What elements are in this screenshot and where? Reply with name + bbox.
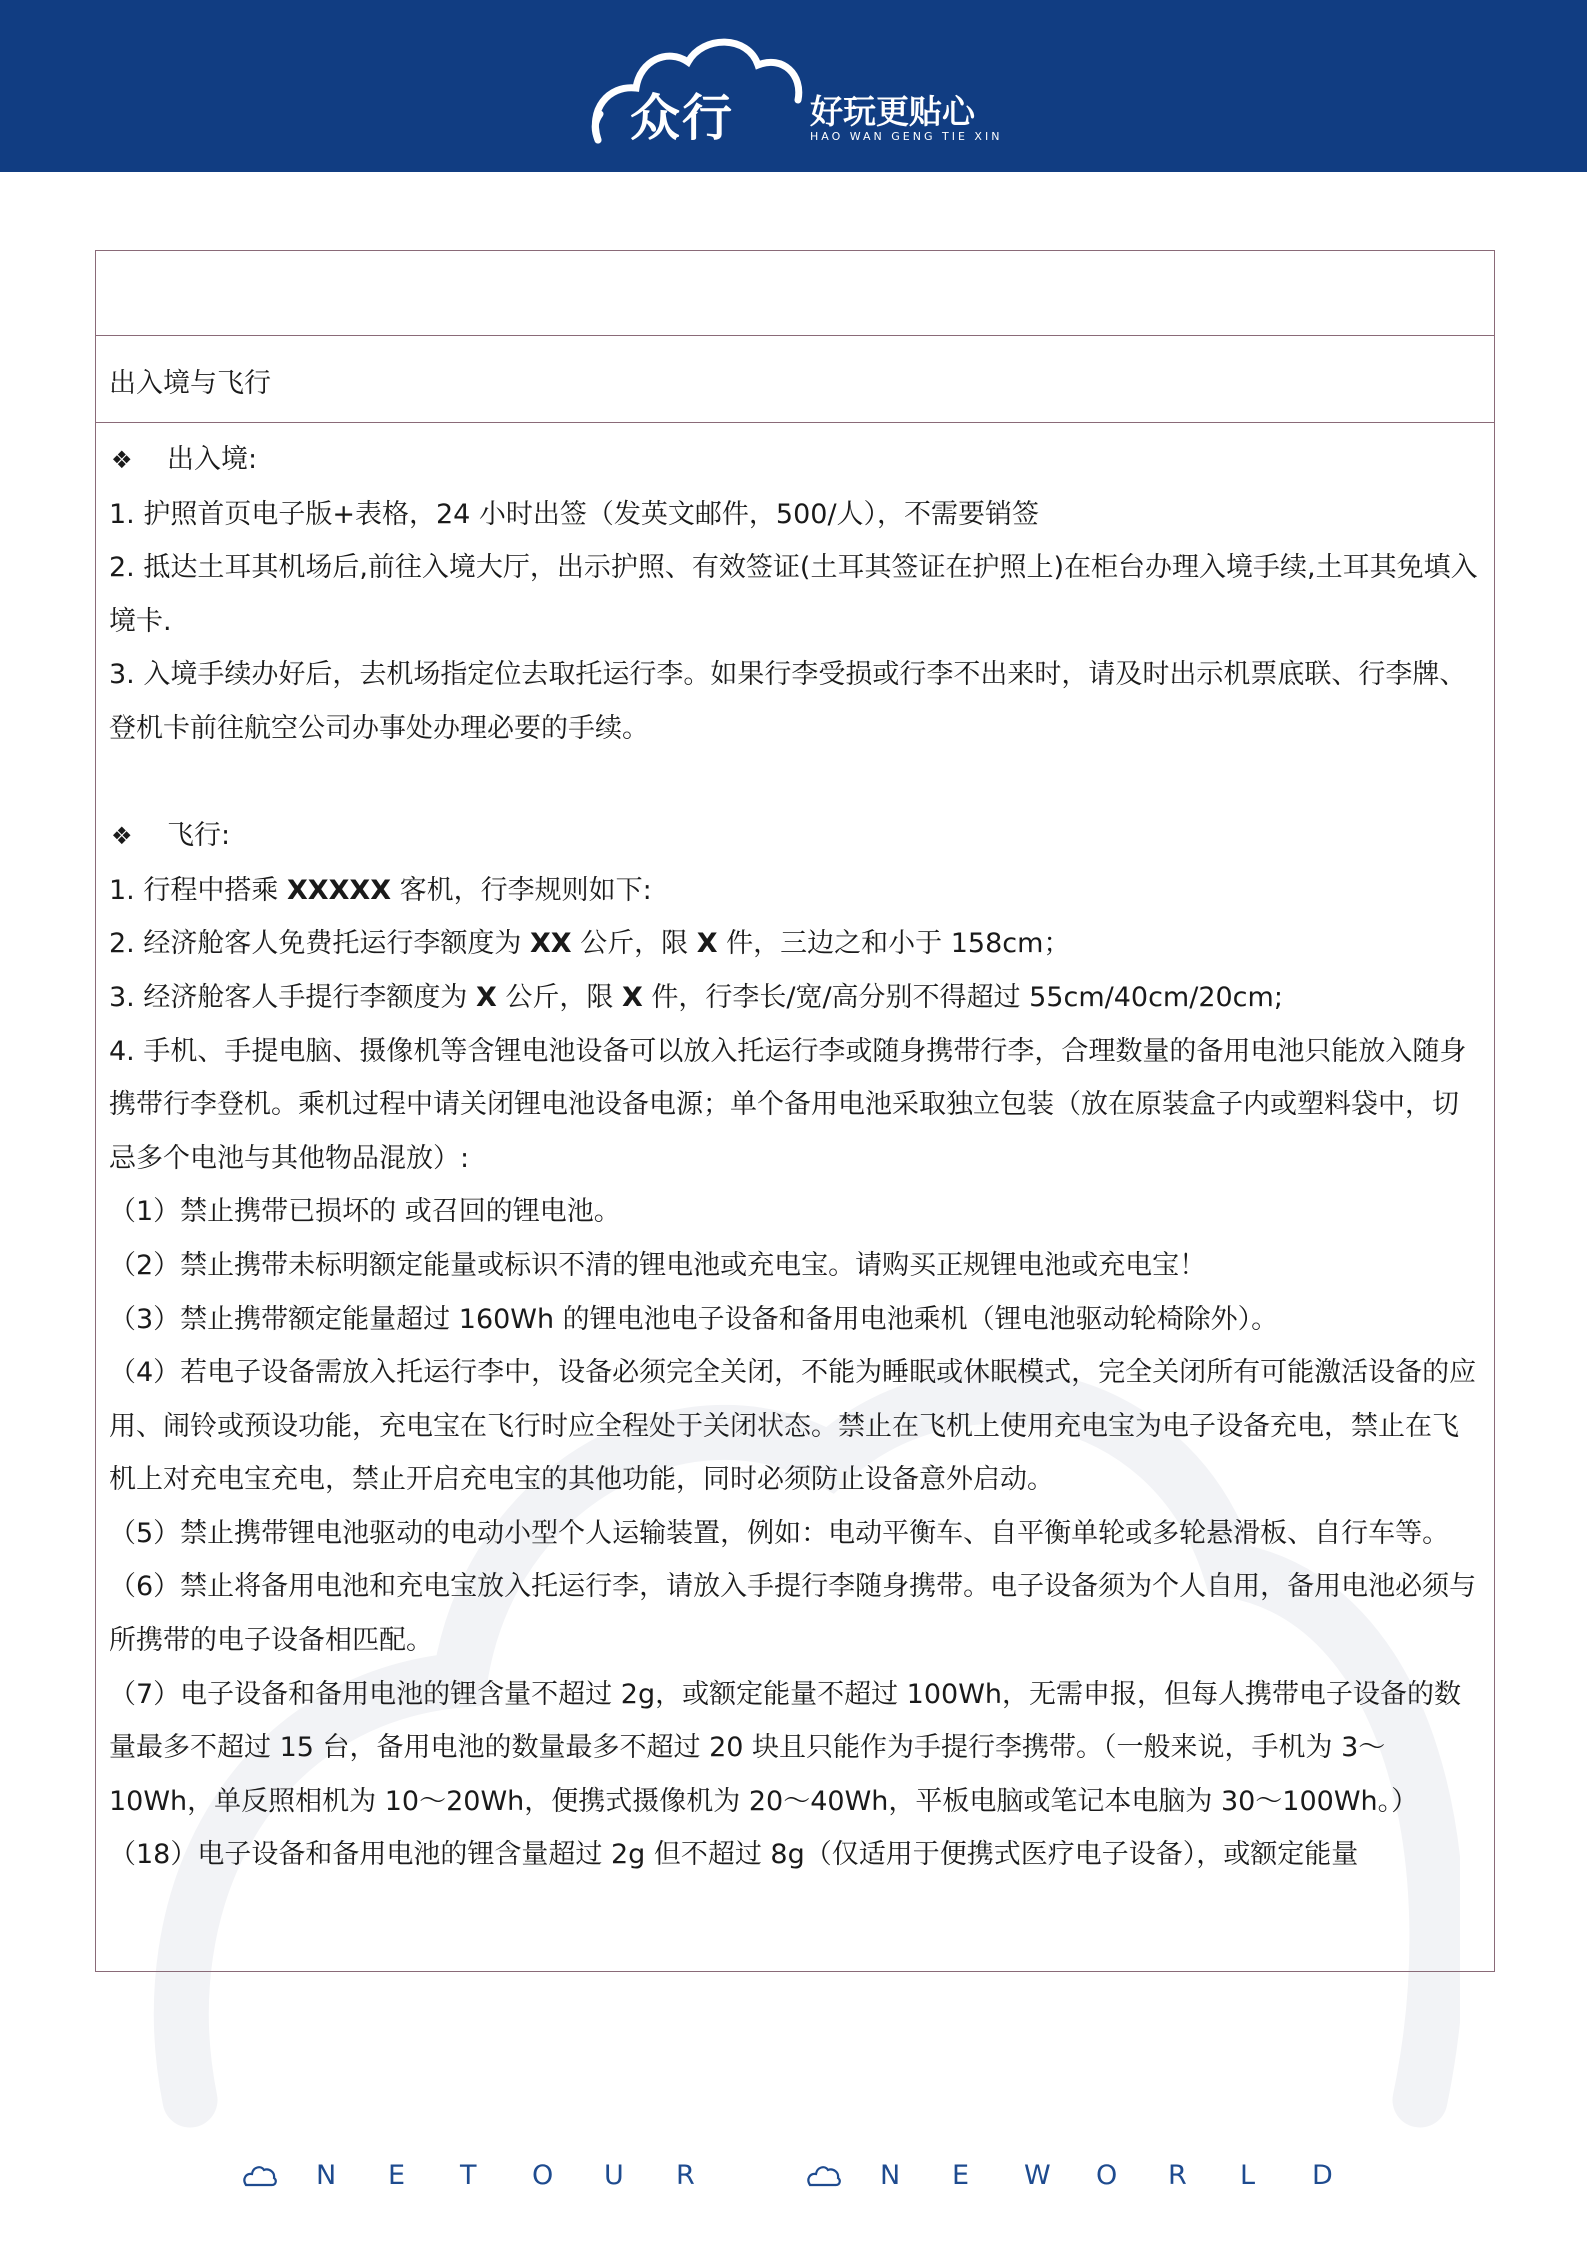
flight-subitem: （18）电子设备和备用电池的锂含量超过 2g 但不超过 8g（仅适用于便携式医疗电子设备），或额定能量 — [109, 1839, 1359, 1871]
flight-item-2: 2. 经济舱客人免费托运行李额度为 XX 公斤，限 X 件，三边之和小于 158cm； — [109, 928, 1071, 960]
empty-header-row — [96, 251, 1494, 336]
header-banner — [0, 0, 1587, 172]
diamond-bullet-icon: ❖ — [111, 446, 133, 474]
footer-oneworld — [806, 2160, 1384, 2191]
footer-letter: U — [604, 2160, 624, 2191]
section-title: 出入境与飞行 — [96, 336, 1494, 423]
flight-item-1: 1. 行程中搭乘 XXXXX 客机，行李规则如下: — [109, 874, 652, 906]
footer-letter: N — [880, 2160, 901, 2191]
section-body — [96, 423, 1494, 1882]
footer-letter: N — [316, 2160, 337, 2191]
flight-heading: ❖ 飞行: — [109, 809, 1481, 864]
entry-item: 1. 护照首页电子版+表格，24 小时出签（发英文邮件，500/人），不需要销签 — [109, 498, 1040, 530]
footer — [0, 2160, 1587, 2214]
flight-subitem: （5）禁止携带锂电池驱动的电动小型个人运输装置，例如：电动平衡车、自平衡单轮或多轮悬滑板、自行车等。 — [109, 1517, 1450, 1549]
entry-heading: ❖ 出入境: — [109, 433, 1481, 488]
flight-subitem: （4）若电子设备需放入托运行李中，设备必须完全关闭，不能为睡眠或休眠模式，完全关闭所有可能激活设备的应用、闹铃或预设功能，充电宝在飞行时应全程处于关闭状态。禁止在飞机上使用充电宝为电子设备充电，禁止在飞机上对充电宝充电，禁止开启充电宝的其他功能，同时必须防止设备意外启动。 — [109, 1357, 1477, 1496]
flight-subitem: （1）禁止携带已损坏的 或召回的锂电池。 — [109, 1196, 621, 1228]
footer-letter: L — [1240, 2160, 1256, 2191]
cloud-icon — [242, 2161, 278, 2191]
itinerary-table — [95, 250, 1495, 1972]
entry-item: 2. 抵达土耳其机场后,前往入境大厅，出示护照、有效签证(土耳其签证在护照上)在柜台办理入境手续,土耳其免填入境卡. — [109, 552, 1478, 637]
footer-letter: T — [460, 2160, 477, 2191]
brand-name: 众行 — [630, 89, 734, 147]
footer-onetour — [242, 2160, 748, 2191]
flight-item-4: 4. 手机、手提电脑、摄像机等含锂电池设备可以放入托运行李或随身携带行李，合理数量的备用电池只能放入随身携带行李登机。乘机过程中请关闭锂电池设备电源；单个备用电池采取独立包装（放在原装盒子内或塑料袋中，切忌多个电池与其他物品混放）: — [109, 1035, 1467, 1174]
cloud-icon — [806, 2161, 842, 2191]
footer-letter: R — [676, 2160, 695, 2191]
blank-line — [109, 756, 1481, 810]
footer-letter: O — [532, 2160, 554, 2191]
flight-subitem: （3）禁止携带额定能量超过 160Wh 的锂电池电子设备和备用电池乘机（锂电池驱动轮椅除外）。 — [109, 1303, 1279, 1335]
footer-letter: W — [1024, 2160, 1051, 2191]
flight-subitem: （2）禁止携带未标明额定能量或标识不清的锂电池或充电宝。请购买正规锂电池或充电宝！ — [109, 1249, 1207, 1281]
footer-letter: O — [1096, 2160, 1118, 2191]
brand-slogan: 好玩更贴心 — [810, 92, 975, 131]
footer-letter: R — [1168, 2160, 1187, 2191]
brand-slogan-pinyin: HAO WAN GENG TIE XIN — [810, 130, 1003, 143]
flight-item-3: 3. 经济舱客人手提行李额度为 X 公斤，限 X 件，行李长/宽/高分别不得超过 55cm/40cm/20cm; — [109, 981, 1283, 1013]
entry-item: 3. 入境手续办好后，去机场指定位去取托运行李。如果行李受损或行李不出来时，请及时出示机票底联、行李牌、登机卡前往航空公司办事处办理必要的手续。 — [109, 659, 1467, 744]
brand-logo — [588, 30, 1008, 150]
footer-letter: E — [952, 2160, 970, 2191]
flight-subitem: （7）电子设备和备用电池的锂含量不超过 2g，或额定能量不超过 100Wh，无需申报，但每人携带电子设备的数量最多不超过 15 台，备用电池的数量最多不超过 20 块且只能作为手提行李携带。（一般来说，手机为 3～10Wh，单反照相机为 10～20Wh，便携式摄像机为 20～40Wh，平板电脑或笔记本电脑为 30～100Wh。） — [109, 1678, 1462, 1817]
footer-letter: D — [1312, 2160, 1333, 2191]
flight-subitem: （6）禁止将备用电池和充电宝放入托运行李，请放入手提行李随身携带。电子设备须为个人自用，备用电池必须与所携带的电子设备相匹配。 — [109, 1571, 1477, 1657]
diamond-bullet-icon: ❖ — [111, 822, 133, 851]
footer-letter: E — [388, 2160, 406, 2191]
